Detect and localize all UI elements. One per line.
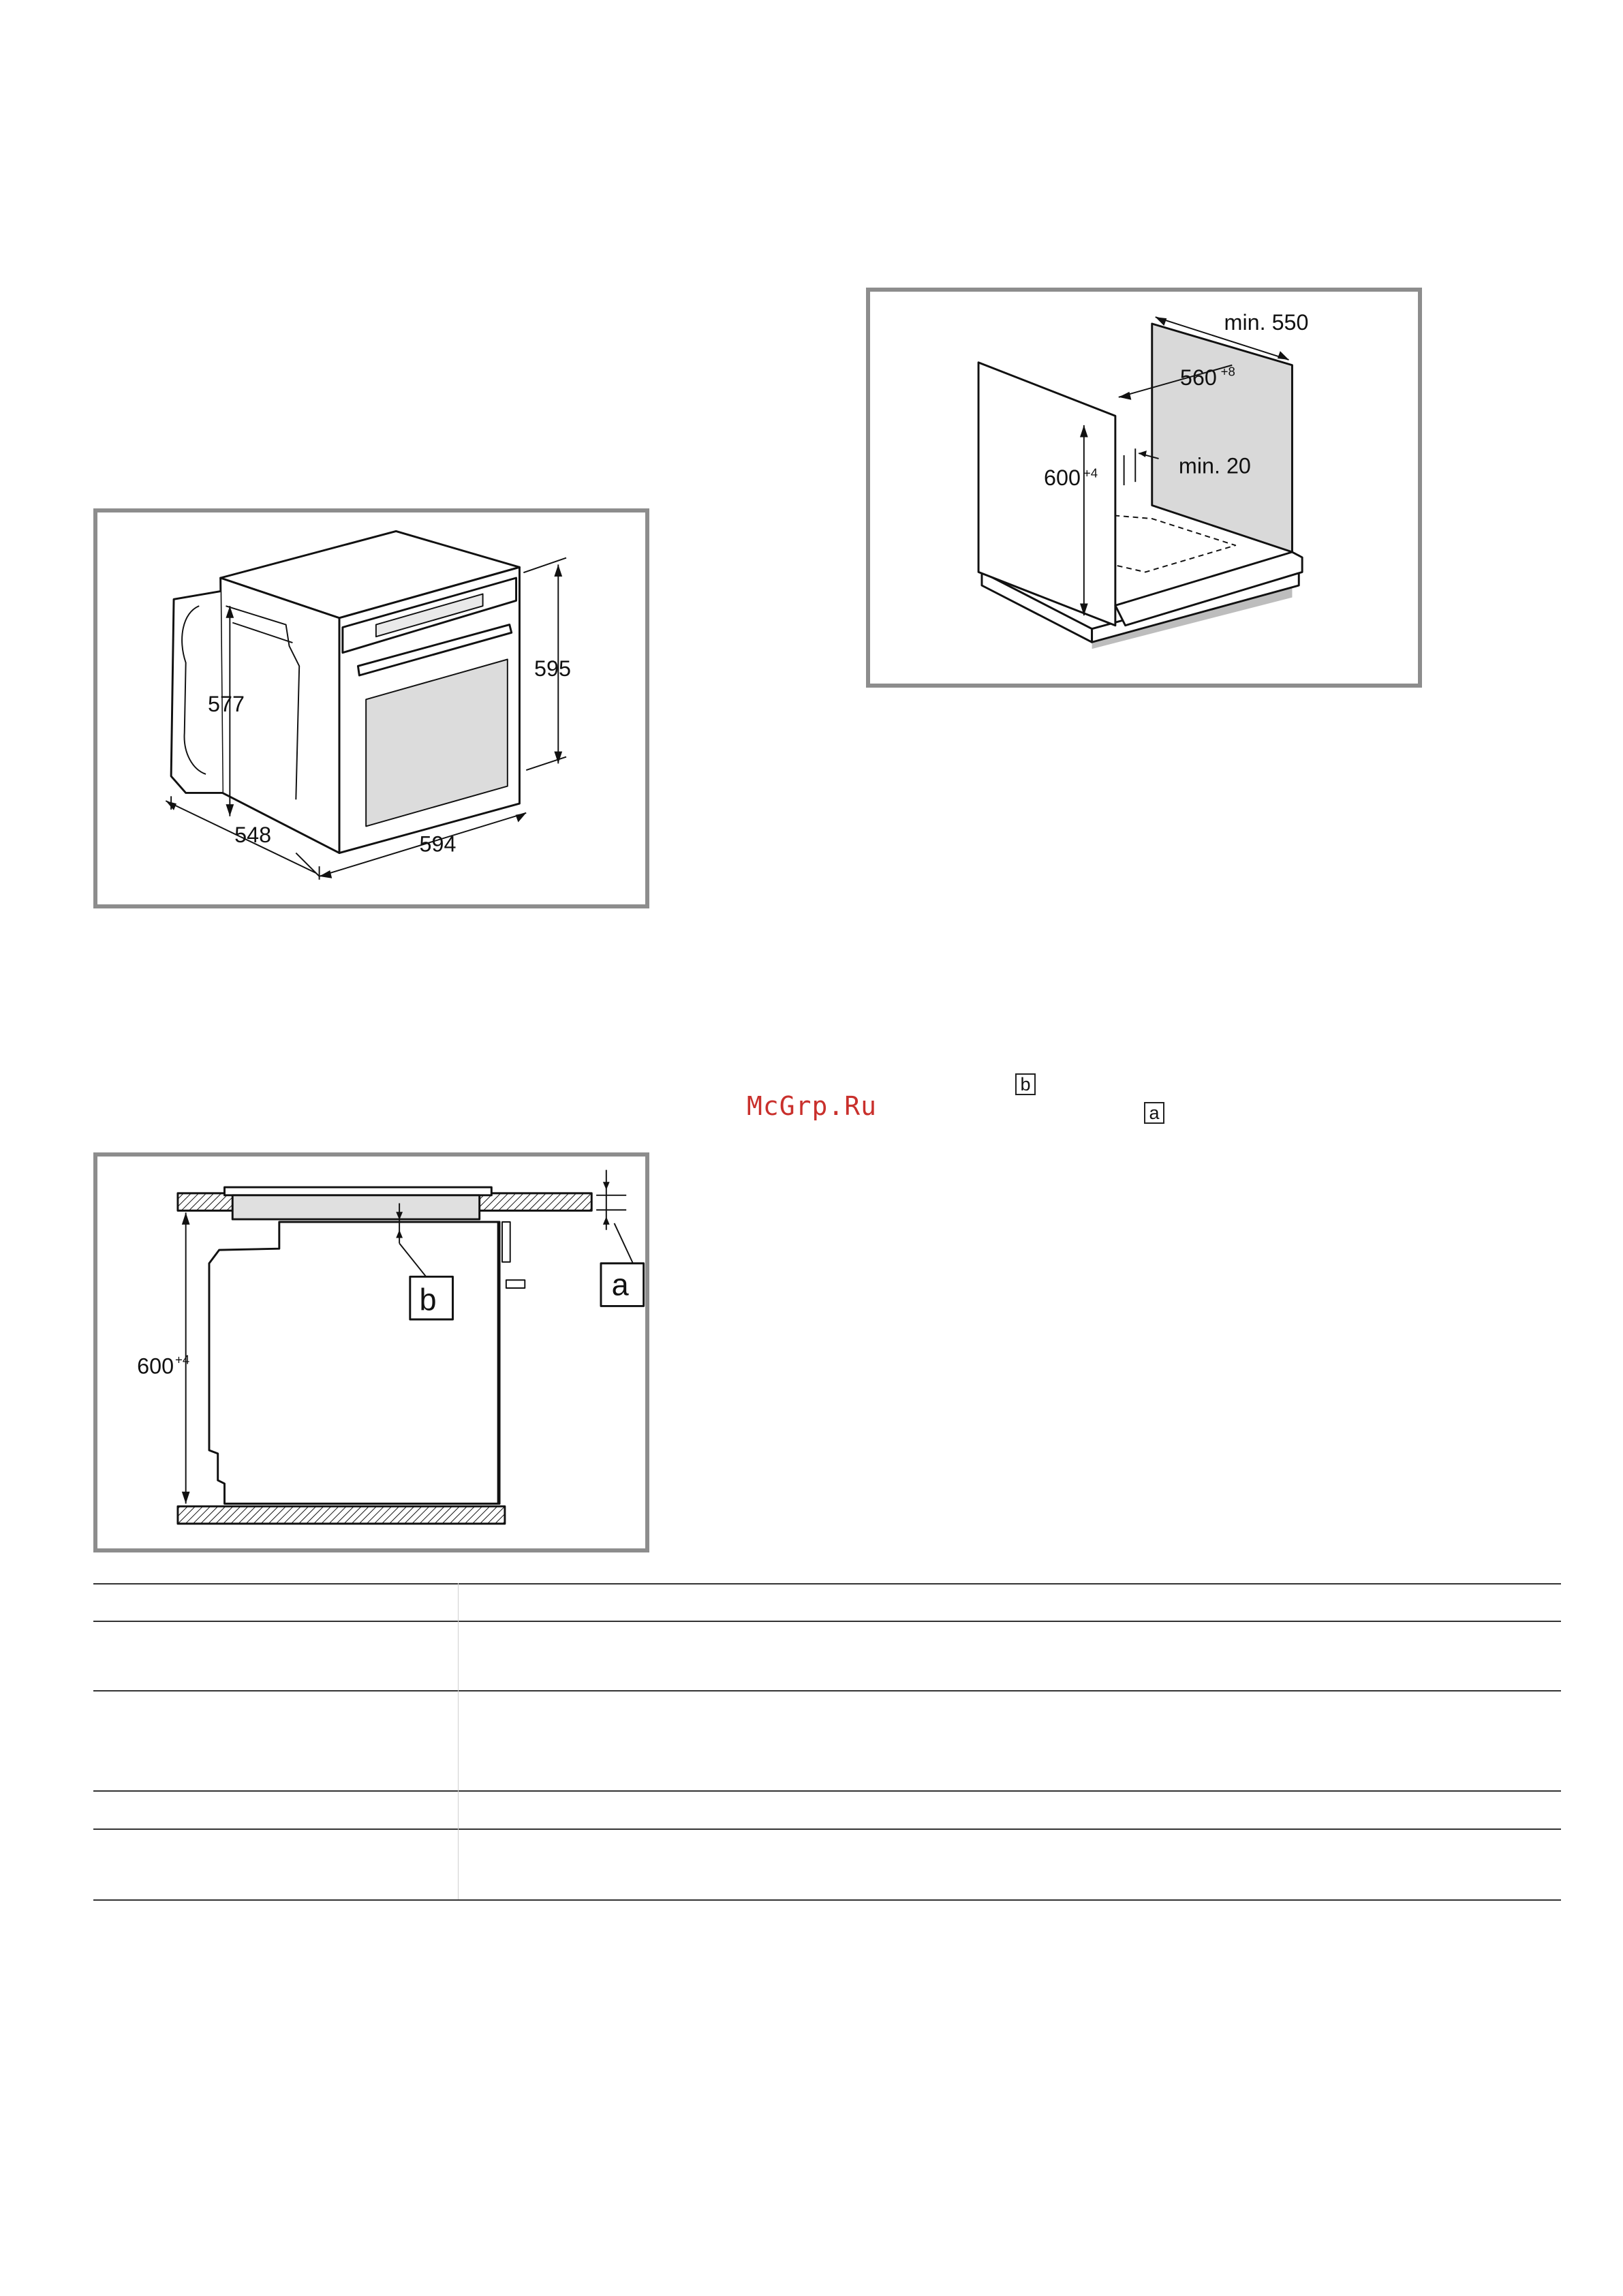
section-height-label: 600 $^{+4}$ [137,1352,190,1379]
table-rule [93,1899,1561,1901]
height-outer-label: 595 [534,656,571,681]
table-rule [93,1790,1561,1792]
oven-dimensions-figure [93,508,649,908]
cabinet-drawing [870,292,1418,684]
niche-height-label: 600 $^{+4}$ [1044,465,1098,491]
table-column-divider [458,1583,459,1899]
callout-b: b [1015,1073,1036,1095]
section-label-b: b [419,1282,437,1317]
niche-depth-label: 560 $^{+8}$ [1179,364,1235,391]
section-figure [93,1152,649,1552]
height-inner-label: 577 [208,691,245,716]
min-depth-label: min. 550 [1224,309,1309,335]
width-label: 594 [419,831,457,857]
table-rule [93,1621,1561,1622]
table-rule [93,1828,1561,1830]
callout-a: a [1144,1102,1164,1124]
min-gap-label: min. 20 [1178,453,1251,478]
oven-drawing [97,512,645,904]
section-label-a: a [611,1267,629,1302]
cabinet-niche-figure [866,288,1422,688]
section-drawing [97,1157,645,1548]
table-rule [93,1583,1561,1585]
table-rule [93,1690,1561,1692]
depth-label: 548 [234,822,272,847]
watermark: McGrp.Ru [747,1091,878,1121]
